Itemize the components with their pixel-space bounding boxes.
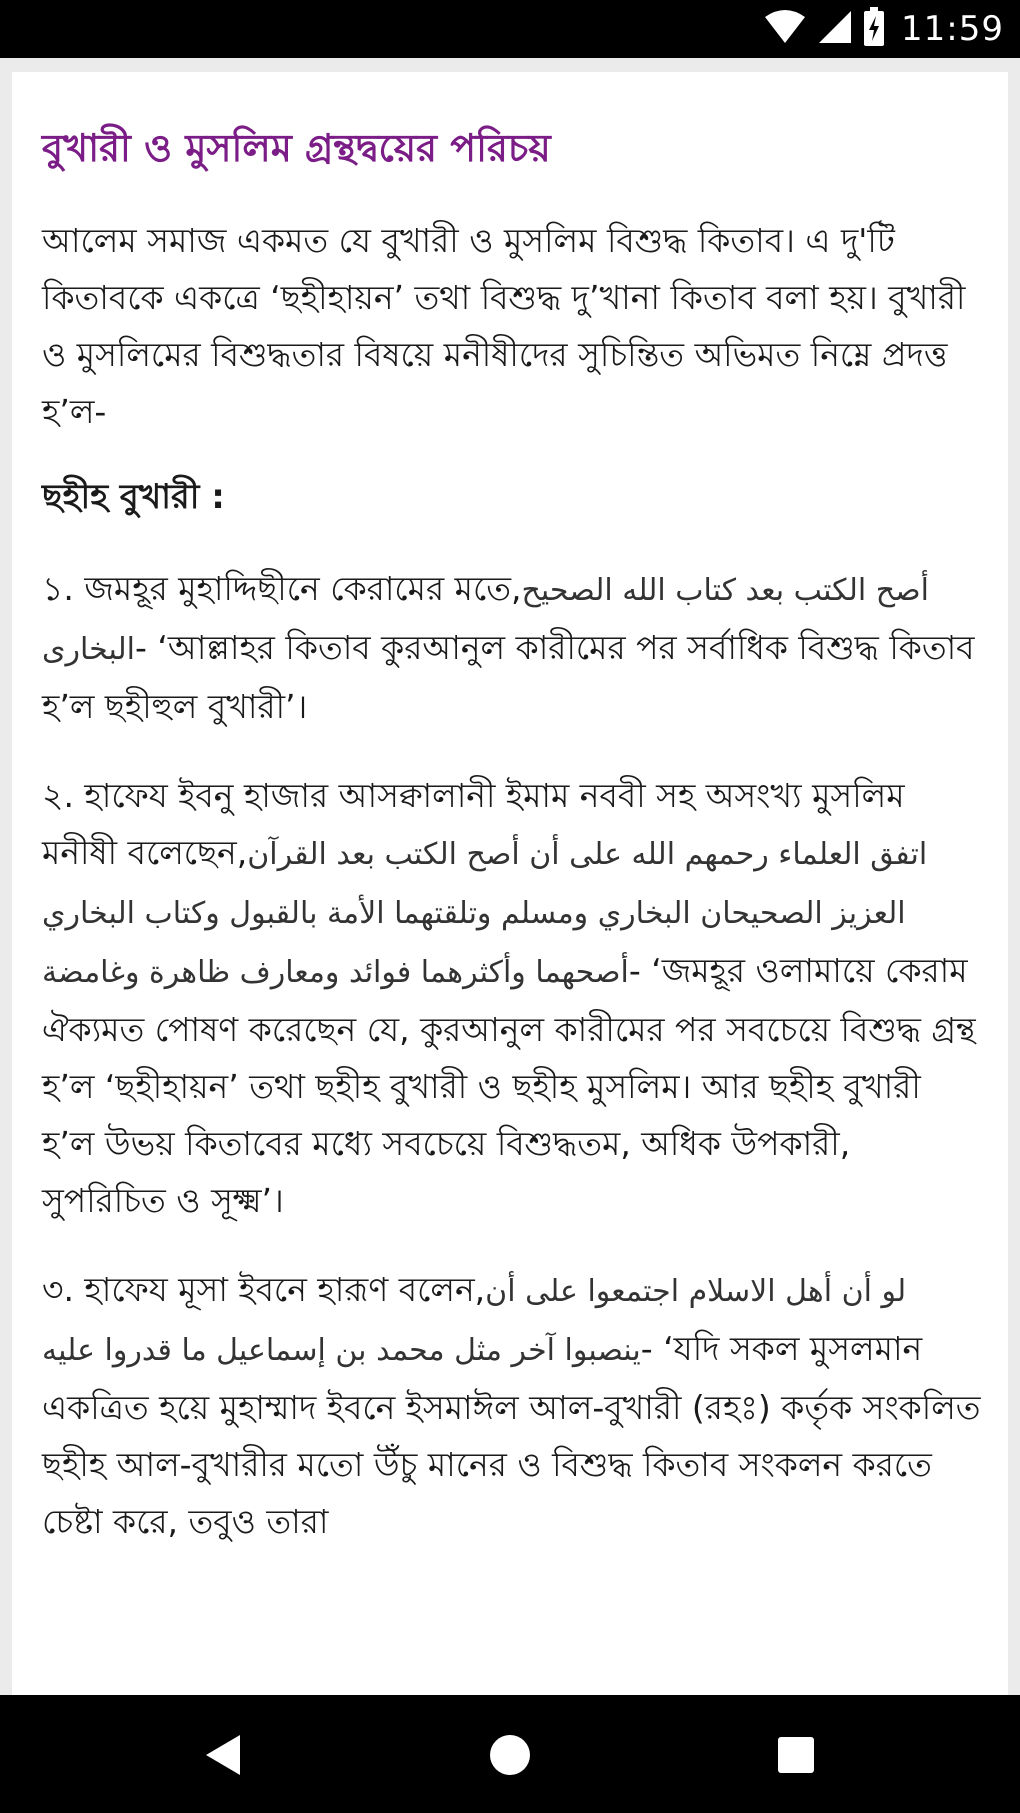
recents-icon[interactable]: [766, 1725, 826, 1785]
article-title: বুখারী ও মুসলিম গ্রন্থদ্বয়ের পরিচয়: [42, 126, 551, 170]
status-bar: [0, 0, 1020, 58]
list-item: [42, 1261, 982, 1550]
arabic-quote: أصح الكتب بعد كتاب الله الصحيح البخارى: [42, 573, 929, 667]
section-heading: ছহীহ বুখারী :: [42, 477, 225, 517]
item-lead: ১. জমহূর মুহাদ্দিছীনে কেরামের মতে,: [42, 569, 522, 608]
article-card[interactable]: [12, 72, 1008, 1695]
list-item: [42, 767, 982, 1229]
item-lead: ২. হাফেয ইবনু হাজার আসক্বালানী ইমাম নববী সহ অসংখ্য মুসলিম মনীষী বলেছেন,: [42, 776, 905, 872]
article-intro: আলেম সমাজ একমত যে বুখারী ও মুসলিম বিশুদ্ধ কিতাব। এ দু'টি কিতাবকে একত্রে ‘ছহীহায়ন’ তথা বিশুদ্ধ দু’খানা কিতাব বলা হয়। বুখারী ও মুসলিমের বিশুদ্ধতার বিষয়ে মনীষীদের সুচিন্তিত অভিমত নিম্নে প্রদত্ত হ’ল-: [42, 221, 966, 431]
article-content: [12, 72, 1008, 1550]
home-icon[interactable]: [480, 1725, 540, 1785]
list-item: [42, 560, 982, 735]
item-lead: ৩. হাফেয মূসা ইবনে হারূণ বলেন,: [42, 1270, 486, 1309]
battery-charging-icon: [863, 7, 885, 51]
back-icon[interactable]: [192, 1725, 252, 1785]
navigation-bar: [0, 1695, 1020, 1813]
app-screen: [0, 58, 1020, 1695]
arabic-quote: اتفق العلماء رحمهم الله على أن أصح الكتب بعد القرآن العزيز الصحيحان البخاري ومسلم وتلقتهما الأمة بالقبول وكتاب البخاري أصحهما وأكثرهما فوائد ومعارف ظاهرة وغامضة: [42, 837, 928, 990]
arabic-quote: لو أن أهل الاسلام اجتمعوا على أن ينصبوا آخر مثل محمد بن إسماعيل ما قدروا عليه: [42, 1274, 907, 1368]
status-time: 11:59: [901, 9, 1004, 49]
item-body: - ‘জমহূর ওলামায়ে কেরাম ঐক্যমত পোষণ করেছেন যে, কুরআনুল কারীমের পর সবচেয়ে বিশুদ্ধ গ্রন্থ হ’ল ‘ছহীহায়ন’ তথা ছহীহ বুখারী ও ছহীহ মুসলিম। আর ছহীহ বুখারী হ’ল উভয় কিতাবের মধ্যে সবচেয়ে বিশুদ্ধতম, অধিক উপকারী, সুপরিচিত ও সূক্ষ্ম’।: [42, 951, 976, 1220]
item-body: - ‘যদি সকল মুসলমান একত্রিত হয়ে মুহাম্মাদ ইবনে ইসমাঈল আল-বুখারী (রহঃ) কর্তৃক সংকলিত ছহীহ আল-বুখারীর মতো উঁচু মানের ও বিশুদ্ধ কিতাব সংকলন করতে চেষ্টা করে, তবুও তারা: [42, 1329, 981, 1541]
wifi-icon: [763, 9, 807, 49]
signal-icon: [817, 9, 853, 49]
status-icons: [763, 6, 1004, 52]
item-body: - ‘আল্লাহর কিতাব কুরআনুল কারীমের পর সর্বাধিক বিশুদ্ধ কিতাব হ’ল ছহীহুল বুখারী’।: [42, 628, 975, 726]
